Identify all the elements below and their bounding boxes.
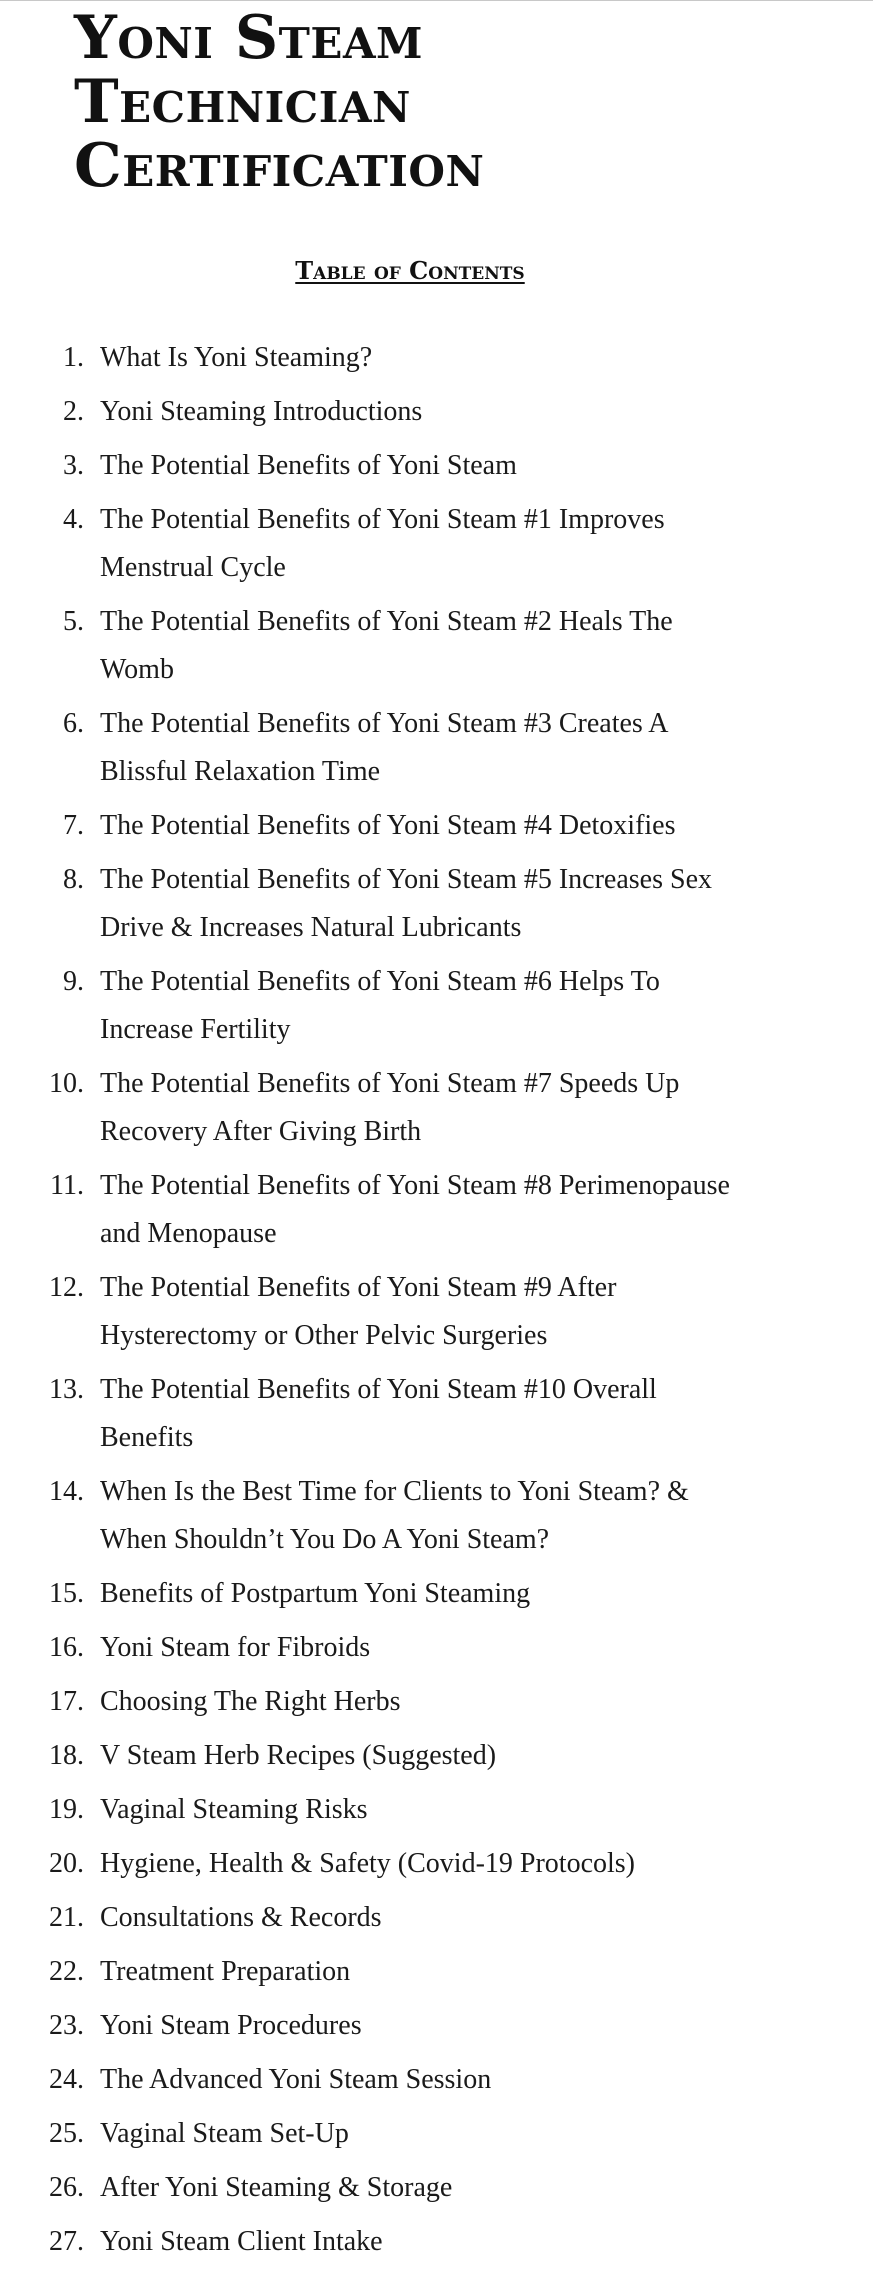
- toc-item-title: The Potential Benefits of Yoni Steam #9 After Hysterectomy or Other Pelvic Surgeries: [100, 1272, 617, 1351]
- toc-item-number: 19.: [49, 1794, 84, 1825]
- toc-item-number: 21.: [49, 1902, 84, 1933]
- toc-item-number: 2.: [63, 396, 84, 427]
- toc-item-title: After Yoni Steaming & Storage: [100, 2172, 453, 2203]
- toc-item-title: V Steam Herb Recipes (Suggested): [100, 1740, 497, 1771]
- toc-item-number: 3.: [63, 450, 84, 481]
- toc-item-title: The Potential Benefits of Yoni Steam #1 Improves Menstrual Cycle: [100, 504, 665, 583]
- toc-item-title: What Is Yoni Steaming?: [100, 342, 373, 373]
- toc-item-number: 5.: [63, 606, 84, 637]
- toc-item[interactable]: [0, 2056, 873, 2104]
- toc-item-title: Yoni Steaming Introductions: [100, 396, 423, 427]
- toc-item[interactable]: [0, 1894, 873, 1942]
- toc-item-title: The Potential Benefits of Yoni Steam #8 Perimenopause and Menopause: [100, 1170, 730, 1249]
- toc-item[interactable]: [0, 334, 873, 382]
- toc-item-title: The Potential Benefits of Yoni Steam #5 Increases Sex Drive & Increases Natural Lubricants: [100, 864, 713, 943]
- toc-item-number: 7.: [63, 810, 84, 841]
- toc-item[interactable]: [0, 700, 873, 796]
- toc-item-title: The Potential Benefits of Yoni Steam #6 Helps To Increase Fertility: [100, 966, 660, 1045]
- toc-item[interactable]: [0, 856, 873, 952]
- document-title: Yoni Steam Technician Certification: [74, 3, 485, 201]
- toc-item[interactable]: [0, 958, 873, 1054]
- toc-item[interactable]: [0, 1468, 873, 1564]
- toc-item-title: The Potential Benefits of Yoni Steam #4 Detoxifies: [100, 810, 676, 841]
- toc-item[interactable]: [0, 1840, 873, 1888]
- toc-item-number: 16.: [49, 1632, 84, 1663]
- toc-item[interactable]: [0, 442, 873, 490]
- toc-item-number: 10.: [49, 1068, 84, 1099]
- toc-item[interactable]: [0, 2110, 873, 2158]
- toc-item[interactable]: [0, 1732, 873, 1780]
- toc-item-number: 20.: [49, 1848, 84, 1879]
- toc-item-number: 6.: [63, 708, 84, 739]
- toc-item-title: Choosing The Right Herbs: [100, 1686, 401, 1717]
- toc-item-title: The Potential Benefits of Yoni Steam: [100, 450, 517, 481]
- toc-item-number: 4.: [63, 504, 84, 535]
- toc-item-title: Benefits of Postpartum Yoni Steaming: [100, 1578, 531, 1609]
- toc-item[interactable]: [0, 1264, 873, 1360]
- toc-item-number: 12.: [49, 1272, 84, 1303]
- toc-item-number: 24.: [49, 2064, 84, 2095]
- toc-item-number: 13.: [49, 1374, 84, 1405]
- toc-item[interactable]: [0, 1948, 873, 1996]
- toc-item[interactable]: [0, 1786, 873, 1834]
- toc-item-title: Vaginal Steam Set-Up: [100, 2118, 349, 2149]
- toc-item-number: 25.: [49, 2118, 84, 2149]
- toc-list: [0, 334, 873, 2272]
- toc-item-title: The Advanced Yoni Steam Session: [100, 2064, 492, 2095]
- toc-item[interactable]: [0, 2218, 873, 2266]
- toc-item-number: 9.: [63, 966, 84, 997]
- toc-item[interactable]: [0, 1060, 873, 1156]
- toc-item[interactable]: [0, 1570, 873, 1618]
- toc-item-number: 11.: [50, 1170, 84, 1201]
- toc-item-number: 1.: [63, 342, 84, 373]
- toc-item-title: Yoni Steam for Fibroids: [100, 1632, 371, 1663]
- toc-item-title: Yoni Steam Procedures: [100, 2010, 362, 2041]
- toc-item-number: 23.: [49, 2010, 84, 2041]
- toc-item-title: The Potential Benefits of Yoni Steam #10 Overall Benefits: [100, 1374, 657, 1453]
- toc-item-number: 14.: [49, 1476, 84, 1507]
- toc-item[interactable]: [0, 802, 873, 850]
- toc-item-title: Consultations & Records: [100, 1902, 382, 1933]
- toc-item[interactable]: [0, 1624, 873, 1672]
- toc-item[interactable]: [0, 2002, 873, 2050]
- toc-item-number: 22.: [49, 1956, 84, 1987]
- toc-item-title: When Is the Best Time for Clients to Yoni Steam? & When Shouldn’t You Do A Yoni Steam?: [100, 1476, 689, 1555]
- toc-heading: Table of Contents: [295, 256, 525, 285]
- toc-item[interactable]: [0, 388, 873, 436]
- toc-item-number: 8.: [63, 864, 84, 895]
- toc-item-title: Hygiene, Health & Safety (Covid-19 Protocols): [100, 1848, 636, 1879]
- toc-item-number: 18.: [49, 1740, 84, 1771]
- toc-item-title: Treatment Preparation: [100, 1956, 351, 1987]
- toc-item-number: 27.: [49, 2226, 84, 2257]
- toc-item-title: Yoni Steam Client Intake: [100, 2226, 383, 2257]
- toc-item-title: The Potential Benefits of Yoni Steam #3 Creates A Blissful Relaxation Time: [100, 708, 667, 787]
- toc-item[interactable]: [0, 598, 873, 694]
- top-divider: [0, 0, 873, 1]
- toc-item-title: The Potential Benefits of Yoni Steam #2 Heals The Womb: [100, 606, 673, 685]
- toc-item-number: 26.: [49, 2172, 84, 2203]
- toc-item-title: The Potential Benefits of Yoni Steam #7 Speeds Up Recovery After Giving Birth: [100, 1068, 680, 1147]
- toc-item[interactable]: [0, 496, 873, 592]
- toc-item-title: Vaginal Steaming Risks: [100, 1794, 368, 1825]
- toc-item[interactable]: [0, 2164, 873, 2212]
- toc-item[interactable]: [0, 1678, 873, 1726]
- toc-item[interactable]: [0, 1162, 873, 1258]
- toc-item[interactable]: [0, 1366, 873, 1462]
- toc-item-number: 17.: [49, 1686, 84, 1717]
- toc-item-number: 15.: [49, 1578, 84, 1609]
